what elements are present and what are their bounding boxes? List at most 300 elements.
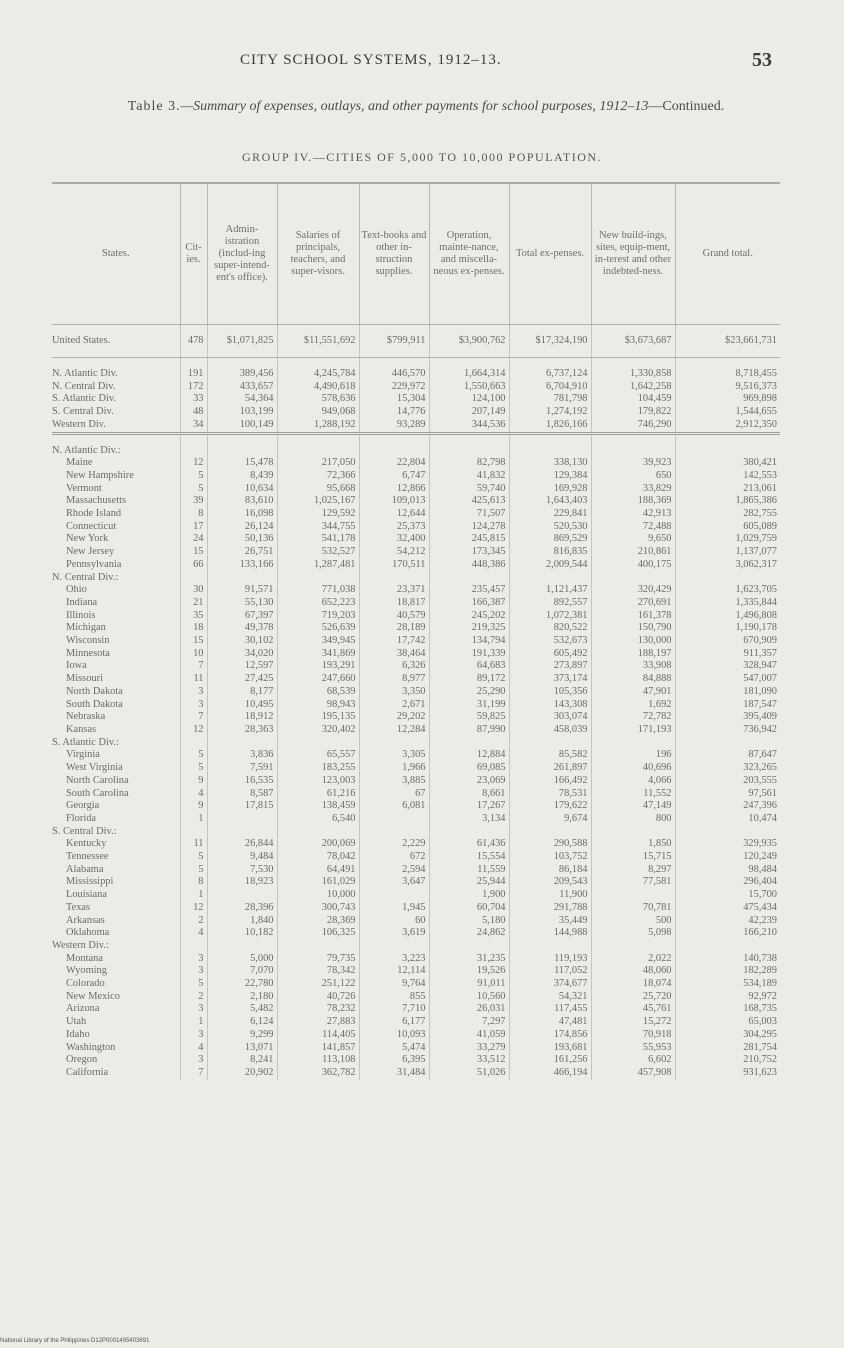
cell-textbooks: 14,776 [359, 406, 429, 419]
cell-cities: 3 [180, 953, 207, 966]
cell-state-name: Western Div. [52, 419, 180, 433]
cell-salaries: 200,069 [277, 838, 359, 851]
spacer-cell [359, 358, 429, 369]
cell-new-buildings: 1,692 [591, 699, 675, 712]
empty-cell [509, 826, 591, 839]
cell-salaries: 40,726 [277, 991, 359, 1004]
table-label: Table 3. [127, 99, 181, 114]
cell-administration: 10,634 [207, 483, 277, 496]
cell-total-expenses: 85,582 [509, 749, 591, 762]
cell-grand-total: 304,295 [675, 1029, 780, 1042]
cell-new-buildings: 2,022 [591, 953, 675, 966]
cell-administration [207, 889, 277, 902]
spacer-cell [277, 358, 359, 369]
cell-textbooks: 38,464 [359, 648, 429, 661]
cell-salaries: 251,122 [277, 978, 359, 991]
cell-total-expenses: 458,039 [509, 724, 591, 737]
spacer-cell [277, 433, 359, 445]
empty-cell [277, 445, 359, 458]
cell-cities: 21 [180, 597, 207, 610]
cell-salaries: 114,405 [277, 1029, 359, 1042]
cell-administration: 7,070 [207, 965, 277, 978]
cell-state-name: New Jersey [66, 546, 115, 558]
empty-cell [429, 940, 509, 953]
cell-operation: 89,172 [429, 673, 509, 686]
cell-new-buildings: 179,822 [591, 406, 675, 419]
spacer-cell [675, 433, 780, 445]
cell-cities: 9 [180, 775, 207, 788]
cell-operation: $3,900,762 [429, 325, 509, 358]
cell-grand-total: 395,409 [675, 711, 780, 724]
spacer-cell [207, 433, 277, 445]
cell-new-buildings: 8,297 [591, 864, 675, 877]
table-row-state [52, 915, 780, 928]
cell-textbooks: 2,229 [359, 838, 429, 851]
cell-operation: 60,704 [429, 902, 509, 915]
cell-salaries: 1,288,192 [277, 419, 359, 433]
cell-salaries: 526,639 [277, 622, 359, 635]
column-header-states: States. [52, 183, 180, 325]
cell-state-name: Ohio [66, 584, 87, 596]
cell-operation: 134,794 [429, 635, 509, 648]
cell-state-name: Colorado [66, 978, 105, 990]
cell-grand-total: 87,647 [675, 749, 780, 762]
division-heading-row [52, 940, 780, 953]
empty-cell [277, 572, 359, 585]
cell-cities: 7 [180, 711, 207, 724]
cell-operation: 41,059 [429, 1029, 509, 1042]
cell-cities: 12 [180, 457, 207, 470]
cell-administration: 16,535 [207, 775, 277, 788]
cell-total-expenses: 11,900 [509, 889, 591, 902]
cell-operation: 25,290 [429, 686, 509, 699]
spacer-cell [429, 433, 509, 445]
table-title-suffix: —Continued. [648, 99, 725, 114]
cell-state-name: Arizona [66, 1003, 100, 1015]
cell-state-name: N. Atlantic Div. [52, 368, 118, 379]
cell-new-buildings: 5,098 [591, 927, 675, 940]
cell-total-expenses: 869,529 [509, 533, 591, 546]
cell-operation: 26,031 [429, 1003, 509, 1016]
cell-grand-total: 181,090 [675, 686, 780, 699]
cell-grand-total: 328,947 [675, 660, 780, 673]
cell-new-buildings: 746,290 [591, 419, 675, 433]
group-title: GROUP IV.—CITIES OF 5,000 TO 10,000 POPULATION. [241, 150, 603, 164]
cell-administration [207, 813, 277, 826]
cell-cities: 1 [180, 813, 207, 826]
cell-administration: 18,923 [207, 876, 277, 889]
cell-new-buildings: 15,715 [591, 851, 675, 864]
table-row-state [52, 1003, 780, 1016]
cell-cities: 66 [180, 559, 207, 572]
cell-salaries: 78,042 [277, 851, 359, 864]
column-header-grand-total: Grand total. [675, 183, 780, 325]
cell-cities: 10 [180, 648, 207, 661]
empty-cell [675, 572, 780, 585]
cell-new-buildings: 72,488 [591, 521, 675, 534]
table-row-state [52, 864, 780, 877]
cell-textbooks: 40,579 [359, 610, 429, 623]
cell-state-name: Montana [66, 952, 103, 964]
cell-textbooks: 12,114 [359, 965, 429, 978]
empty-cell [359, 445, 429, 458]
cell-total-expenses: 169,928 [509, 483, 591, 496]
cell-operation: 166,387 [429, 597, 509, 610]
cell-administration: 12,597 [207, 660, 277, 673]
cell-salaries: 161,029 [277, 876, 359, 889]
cell-textbooks: 28,189 [359, 622, 429, 635]
cell-salaries: 193,291 [277, 660, 359, 673]
cell-grand-total: 1,496,808 [675, 610, 780, 623]
cell-total-expenses: 2,009,544 [509, 559, 591, 572]
cell-new-buildings: 70,781 [591, 902, 675, 915]
cell-new-buildings: 320,429 [591, 584, 675, 597]
empty-cell [509, 940, 591, 953]
cell-cities: 3 [180, 686, 207, 699]
cell-grand-total: 931,623 [675, 1067, 780, 1080]
cell-grand-total: 605,089 [675, 521, 780, 534]
cell-administration: 83,610 [207, 495, 277, 508]
cell-grand-total: 1,544,655 [675, 406, 780, 419]
cell-total-expenses: 209,543 [509, 876, 591, 889]
table-row-state [52, 1067, 780, 1080]
cell-salaries: 98,943 [277, 699, 359, 712]
cell-textbooks: 12,284 [359, 724, 429, 737]
cell-cities: 34 [180, 419, 207, 433]
table-row-state [52, 902, 780, 915]
cell-new-buildings: 9,650 [591, 533, 675, 546]
spacer-cell [509, 358, 591, 369]
cell-total-expenses: 119,193 [509, 953, 591, 966]
cell-operation: 124,278 [429, 521, 509, 534]
cell-textbooks: 93,289 [359, 419, 429, 433]
cell-cities: 18 [180, 622, 207, 635]
table-row-summary [52, 406, 780, 419]
cell-textbooks: 3,619 [359, 927, 429, 940]
cell-new-buildings: 1,642,258 [591, 381, 675, 394]
cell-total-expenses: 1,274,192 [509, 406, 591, 419]
cell-state-name: Mississippi [66, 876, 114, 888]
spacer-cell [207, 358, 277, 369]
cell-administration: 26,124 [207, 521, 277, 534]
cell-salaries: 95,668 [277, 483, 359, 496]
cell-operation: 31,199 [429, 699, 509, 712]
table-row-state [52, 1016, 780, 1029]
table-row-summary [52, 368, 780, 381]
cell-administration: 1,840 [207, 915, 277, 928]
division-heading: S. Central Div.: [52, 825, 117, 837]
empty-cell [207, 940, 277, 953]
cell-salaries: 195,135 [277, 711, 359, 724]
table-row-state [52, 470, 780, 483]
empty-cell [509, 737, 591, 750]
cell-total-expenses: 605,492 [509, 648, 591, 661]
table-row-state [52, 788, 780, 801]
cell-cities: 172 [180, 381, 207, 394]
empty-cell [277, 826, 359, 839]
cell-new-buildings: $3,673,687 [591, 325, 675, 358]
cell-operation: 235,457 [429, 584, 509, 597]
cell-administration: 16,098 [207, 508, 277, 521]
cell-textbooks: 32,400 [359, 533, 429, 546]
cell-grand-total: 1,335,844 [675, 597, 780, 610]
cell-operation: 5,180 [429, 915, 509, 928]
cell-textbooks: 2,671 [359, 699, 429, 712]
table-row-state [52, 673, 780, 686]
cell-textbooks: 29,202 [359, 711, 429, 724]
cell-textbooks: 229,972 [359, 381, 429, 394]
cell-administration: 18,912 [207, 711, 277, 724]
cell-new-buildings: 210,861 [591, 546, 675, 559]
cell-administration: 28,396 [207, 902, 277, 915]
cell-salaries: 106,325 [277, 927, 359, 940]
cell-new-buildings: 188,197 [591, 648, 675, 661]
cell-salaries: 72,366 [277, 470, 359, 483]
cell-salaries: 300,743 [277, 902, 359, 915]
cell-new-buildings: 47,149 [591, 800, 675, 813]
cell-state-name: Kentucky [66, 838, 107, 850]
cell-salaries: 129,592 [277, 508, 359, 521]
cell-grand-total: 15,700 [675, 889, 780, 902]
cell-textbooks: 17,742 [359, 635, 429, 648]
empty-cell [359, 737, 429, 750]
cell-new-buildings: 650 [591, 470, 675, 483]
cell-operation: 69,085 [429, 762, 509, 775]
cell-administration: 26,844 [207, 838, 277, 851]
cell-textbooks: 855 [359, 991, 429, 1004]
table-row-summary [52, 419, 780, 433]
cell-new-buildings: 11,552 [591, 788, 675, 801]
cell-total-expenses: 1,072,381 [509, 610, 591, 623]
cell-new-buildings [591, 889, 675, 902]
cell-administration: 15,478 [207, 457, 277, 470]
cell-state-name: Texas [66, 901, 91, 913]
table-row-state [52, 559, 780, 572]
cell-operation: 10,560 [429, 991, 509, 1004]
cell-state-name: Massachusetts [66, 495, 127, 507]
cell-textbooks: 9,764 [359, 978, 429, 991]
cell-textbooks: 3,305 [359, 749, 429, 762]
cell-textbooks: 31,484 [359, 1067, 429, 1080]
cell-new-buildings: 42,913 [591, 508, 675, 521]
cell-textbooks: 8,977 [359, 673, 429, 686]
cell-salaries: 141,857 [277, 1042, 359, 1055]
empty-cell [180, 940, 207, 953]
cell-new-buildings: 1,330,858 [591, 368, 675, 381]
cell-operation: 23,069 [429, 775, 509, 788]
table-row-state [52, 800, 780, 813]
cell-total-expenses: 54,321 [509, 991, 591, 1004]
cell-grand-total: 166,210 [675, 927, 780, 940]
cell-total-expenses: 303,074 [509, 711, 591, 724]
cell-operation: 11,559 [429, 864, 509, 877]
cell-cities: 1 [180, 1016, 207, 1029]
cell-total-expenses: 6,737,124 [509, 368, 591, 381]
cell-administration: 133,166 [207, 559, 277, 572]
division-heading: N. Atlantic Div.: [52, 444, 121, 456]
cell-administration: 10,182 [207, 927, 277, 940]
cell-grand-total: 210,752 [675, 1054, 780, 1067]
cell-new-buildings: 130,000 [591, 635, 675, 648]
cell-operation: 87,990 [429, 724, 509, 737]
cell-salaries: 217,050 [277, 457, 359, 470]
cell-state-name: Illinois [66, 609, 96, 621]
cell-total-expenses: 520,530 [509, 521, 591, 534]
cell-grand-total: 1,137,077 [675, 546, 780, 559]
cell-textbooks: 25,373 [359, 521, 429, 534]
cell-state-name: California [66, 1066, 109, 1078]
cell-administration: 8,587 [207, 788, 277, 801]
cell-salaries: 1,287,481 [277, 559, 359, 572]
cell-textbooks: $799,911 [359, 325, 429, 358]
cell-state-name: North Dakota [66, 685, 123, 697]
cell-new-buildings: 270,691 [591, 597, 675, 610]
cell-grand-total: 1,623,705 [675, 584, 780, 597]
cell-salaries: 247,660 [277, 673, 359, 686]
cell-textbooks: 3,350 [359, 686, 429, 699]
cell-new-buildings: 104,459 [591, 393, 675, 406]
division-heading-row [52, 737, 780, 750]
empty-cell [675, 445, 780, 458]
cell-operation: 344,536 [429, 419, 509, 433]
cell-textbooks: 170,511 [359, 559, 429, 572]
cell-administration: 8,241 [207, 1054, 277, 1067]
table-row-state [52, 724, 780, 737]
cell-administration: 9,484 [207, 851, 277, 864]
cell-total-expenses: 273,897 [509, 660, 591, 673]
cell-state-name: Iowa [66, 660, 87, 672]
cell-total-expenses: 261,897 [509, 762, 591, 775]
cell-salaries: 6,540 [277, 813, 359, 826]
spacer-cell [180, 358, 207, 369]
spacer-cell [359, 433, 429, 445]
spacer-cell [591, 358, 675, 369]
cell-textbooks: 15,304 [359, 393, 429, 406]
cell-state-name: Missouri [66, 673, 103, 685]
cell-state-name: New Hampshire [66, 469, 134, 481]
cell-textbooks: 67 [359, 788, 429, 801]
cell-cities: 15 [180, 635, 207, 648]
cell-state-name: Georgia [66, 800, 100, 812]
cell-administration: 13,071 [207, 1042, 277, 1055]
cell-new-buildings: 6,602 [591, 1054, 675, 1067]
cell-operation: 91,011 [429, 978, 509, 991]
cell-grand-total: 213,061 [675, 483, 780, 496]
cell-salaries: 320,402 [277, 724, 359, 737]
cell-new-buildings: 77,581 [591, 876, 675, 889]
cell-state-name: New Mexico [66, 990, 120, 1002]
cell-operation: 59,740 [429, 483, 509, 496]
cell-operation: 7,297 [429, 1016, 509, 1029]
table-row-summary [52, 393, 780, 406]
cell-salaries: 949,068 [277, 406, 359, 419]
cell-new-buildings: 171,193 [591, 724, 675, 737]
empty-cell [509, 445, 591, 458]
cell-total-expenses: 291,788 [509, 902, 591, 915]
cell-textbooks: 6,747 [359, 470, 429, 483]
empty-cell [675, 737, 780, 750]
archive-footer: National Library of the Philippines D12P0001495403691 [0, 1338, 150, 1344]
cell-state-name: Nebraska [66, 711, 106, 723]
cell-administration: 50,136 [207, 533, 277, 546]
cell-new-buildings: 18,074 [591, 978, 675, 991]
cell-new-buildings: 25,720 [591, 991, 675, 1004]
cell-new-buildings: 70,918 [591, 1029, 675, 1042]
cell-new-buildings: 15,272 [591, 1016, 675, 1029]
empty-cell [359, 826, 429, 839]
cell-new-buildings: 33,829 [591, 483, 675, 496]
cell-cities: 5 [180, 864, 207, 877]
cell-textbooks: 12,644 [359, 508, 429, 521]
cell-operation: 31,235 [429, 953, 509, 966]
cell-cities: 5 [180, 978, 207, 991]
cell-textbooks: 3,647 [359, 876, 429, 889]
cell-operation: 1,900 [429, 889, 509, 902]
cell-total-expenses: 143,308 [509, 699, 591, 712]
cell-operation: 51,026 [429, 1067, 509, 1080]
cell-grand-total: 329,935 [675, 838, 780, 851]
cell-textbooks: 6,177 [359, 1016, 429, 1029]
spacer-cell [52, 358, 180, 369]
page-header [0, 49, 844, 78]
cell-administration: 433,657 [207, 381, 277, 394]
table-row-state [52, 597, 780, 610]
cell-state-name: Idaho [66, 1028, 90, 1040]
table-row-state [52, 838, 780, 851]
table-row-summary [52, 381, 780, 394]
cell-operation: 25,944 [429, 876, 509, 889]
cell-cities: 478 [180, 325, 207, 358]
cell-state-name: Tennessee [66, 851, 109, 863]
cell-cities: 35 [180, 610, 207, 623]
cell-state-name: West Virginia [66, 762, 123, 774]
cell-salaries: 123,003 [277, 775, 359, 788]
cell-total-expenses: 161,256 [509, 1054, 591, 1067]
cell-state-name: Louisiana [66, 889, 107, 901]
cell-salaries: 27,883 [277, 1016, 359, 1029]
cell-cities: 1 [180, 889, 207, 902]
division-heading: N. Central Div.: [52, 571, 119, 583]
cell-salaries: 78,232 [277, 1003, 359, 1016]
cell-grand-total: 98,484 [675, 864, 780, 877]
cell-state-name: N. Central Div. [52, 380, 116, 392]
cell-salaries: 578,636 [277, 393, 359, 406]
cell-administration: 30,102 [207, 635, 277, 648]
empty-cell [180, 826, 207, 839]
cell-administration: 34,020 [207, 648, 277, 661]
cell-textbooks: 109,013 [359, 495, 429, 508]
cell-grand-total: 187,547 [675, 699, 780, 712]
cell-total-expenses: 144,988 [509, 927, 591, 940]
cell-grand-total: 182,289 [675, 965, 780, 978]
cell-operation: 33,279 [429, 1042, 509, 1055]
cell-new-buildings: 150,790 [591, 622, 675, 635]
cell-cities: 8 [180, 876, 207, 889]
cell-salaries: 4,245,784 [277, 368, 359, 381]
cell-cities: 2 [180, 915, 207, 928]
cell-state-name: Minnesota [66, 647, 110, 659]
empty-cell [180, 737, 207, 750]
running-title: CITY SCHOOL SYSTEMS, 1912–13. [240, 52, 502, 68]
cell-textbooks: 3,885 [359, 775, 429, 788]
cell-salaries: 79,735 [277, 953, 359, 966]
cell-operation: 71,507 [429, 508, 509, 521]
cell-grand-total: 1,029,759 [675, 533, 780, 546]
cell-grand-total: 65,003 [675, 1016, 780, 1029]
cell-textbooks: 7,710 [359, 1003, 429, 1016]
expenses-table [52, 182, 780, 1080]
cell-total-expenses: 816,835 [509, 546, 591, 559]
